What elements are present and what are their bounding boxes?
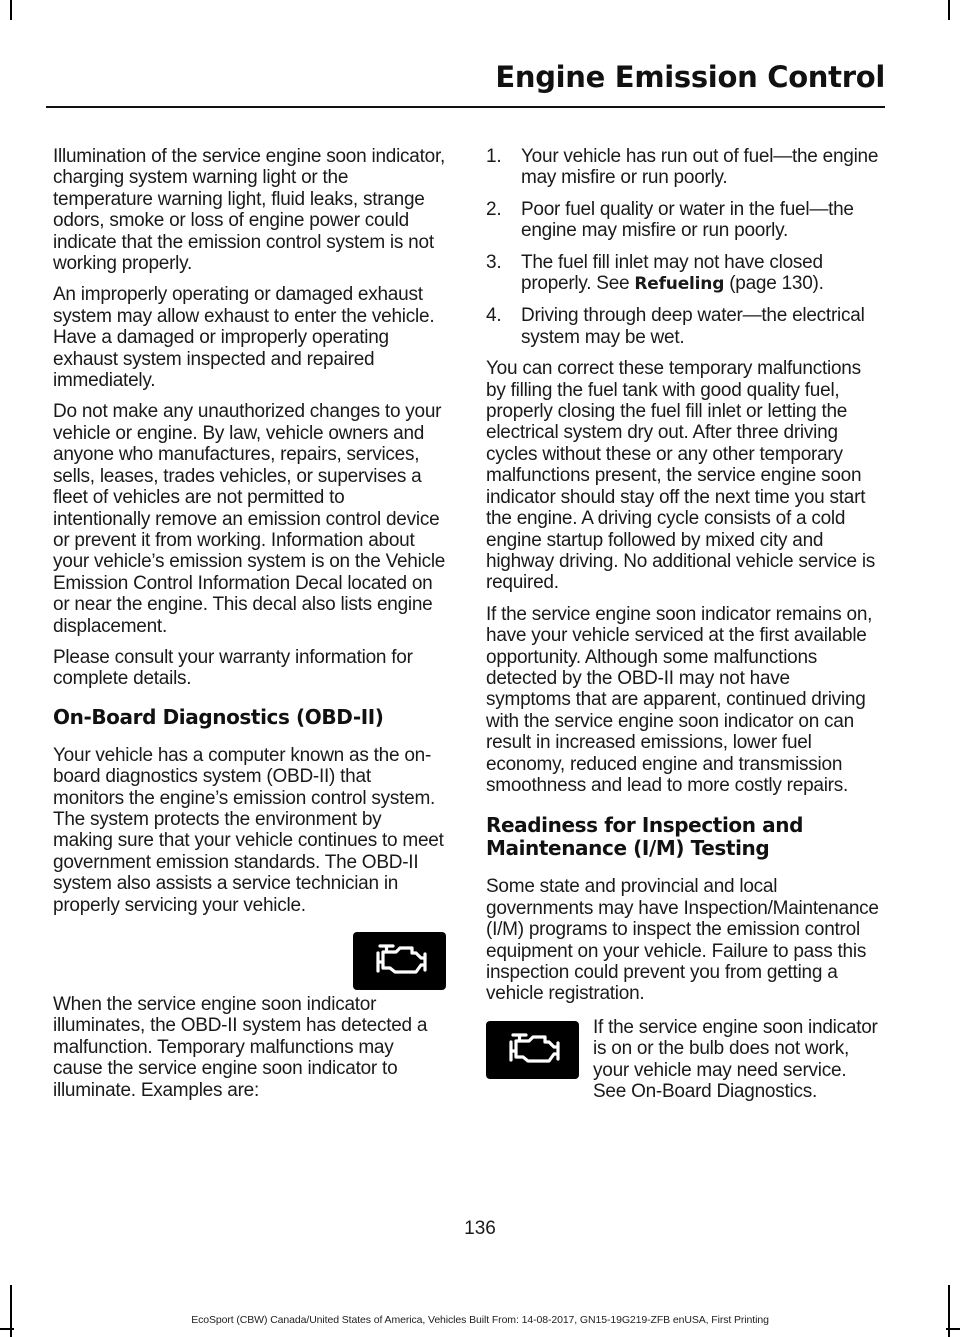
paragraph: You can correct these temporary malfunctions by filling the fuel tank with good quality fuel, properly closing the fuel fill inlet or letting the electrical system dry out. After three driving cycles without these or any other temporary malfunctions present, the service engine soon indicator should stay off the next time you start the engine. A driving cycle consists of a cold engine startup followed by mixed city and highway driving. No additional vehicle service is required.: [486, 358, 876, 594]
list-item: [486, 252, 879, 296]
icon-paragraph: [53, 928, 446, 1101]
examples-list: [486, 146, 879, 348]
refueling-link[interactable]: Refueling: [634, 274, 725, 295]
page-title: Engine Emission Control: [495, 60, 885, 94]
paragraph: If the service engine soon indicator remains on, have your vehicle serviced at the first available opportunity. Although some malfunctions detected by the OBD-II may not have symptoms that are apparent, continued driving with the service engine soon indicator on can result in increased emissions, lower fuel economy, reduced engine and transmission smoothness and lead to more costly repairs.: [486, 603, 873, 796]
list-number: 3.: [486, 251, 502, 273]
icon-paragraph-text: If the service engine soon indicator is on or the bulb does not work, your vehicle may need service. See On-Board Diagnostics.: [593, 1016, 878, 1103]
paragraph: Illumination of the service engine soon indicator, charging system warning light or the temperature warning light, fluid leaks, strange odors, smoke or loss of engine power could indicate that the emission control system is not working properly.: [53, 146, 446, 275]
left-column: [53, 146, 446, 1101]
list-item: [486, 305, 879, 348]
list-item: [486, 199, 879, 242]
list-number: 4.: [486, 305, 502, 327]
engine-outline-icon: [366, 939, 434, 983]
paragraph: Your vehicle has a computer known as the on-board diagnostics system (OBD-II) that monitors the engine’s emission control system. The system protects the environment by making sure that your vehicle continues to meet government emission standards. The OBD-II system also assists a service technician in properly servicing your vehicle.: [53, 744, 444, 916]
crop-mark: [10, 0, 12, 20]
section-heading-im: Readiness for Inspection and Maintenance (I/M) Testing: [486, 813, 804, 861]
list-text: Your vehicle has run out of fuel—the engine may misfire or run poorly.: [521, 146, 879, 189]
crop-mark: [946, 1328, 960, 1330]
list-number: 1.: [486, 146, 502, 167]
engine-outline-icon: [499, 1028, 567, 1072]
list-text: Poor fuel quality or water in the fuel—the engine may misfire or run poorly.: [521, 198, 854, 242]
list-number: 2.: [486, 198, 502, 220]
list-item: [486, 146, 879, 189]
list-text-pre: The fuel fill inlet may not have closed properly. See: [521, 251, 823, 295]
crop-mark: [0, 1328, 14, 1330]
check-engine-icon: [353, 932, 446, 990]
page-number: 136: [464, 1218, 496, 1239]
list-text-post: (page 130).: [724, 273, 824, 295]
right-column: [486, 146, 879, 1102]
paragraph: An improperly operating or damaged exhaust system may allow exhaust to enter the vehicle. Have a damaged or improperly operating exhaust system inspected and repaired immediately.: [53, 284, 435, 392]
crop-mark: [948, 0, 950, 20]
header-rule: [46, 106, 885, 108]
check-engine-icon: [486, 1021, 579, 1079]
paragraph: Do not make any unauthorized changes to your vehicle or engine. By law, vehicle owners and anyone who manufactures, repairs, services, sells, leases, trades vehicles, or supervises a fleet of vehicles are not permitted to intentionally remove an emission control device or prevent it from working. Information about your vehicle’s emission system is on the Vehicle Emission Control Information Decal located on or near the engine. This decal also lists engine displacement.: [53, 401, 446, 637]
paragraph: Please consult your warranty information for complete details.: [53, 646, 413, 690]
list-text: Driving through deep water—the electrical system may be wet.: [521, 305, 865, 348]
section-heading-obd: On-Board Diagnostics (OBD-II): [53, 704, 384, 729]
footer-text: EcoSport (CBW) Canada/United States of America, Vehicles Built From: 14-08-2017, GN15-19G219-ZFB enUSA, First Printing: [191, 1314, 769, 1326]
icon-paragraph-text: When the service engine soon indicator illuminates, the OBD-II system has detected a malfunction. Temporary malfunctions may cause the service engine soon indicator to illuminate. Examples are:: [53, 994, 428, 1101]
icon-paragraph: [486, 1017, 879, 1103]
paragraph: Some state and provincial and local governments may have Inspection/Maintenance (I/M) programs to inspect the emission control equipment on your vehicle. Failure to pass this inspection could prevent you from getting a vehicle registration.: [486, 876, 879, 1005]
